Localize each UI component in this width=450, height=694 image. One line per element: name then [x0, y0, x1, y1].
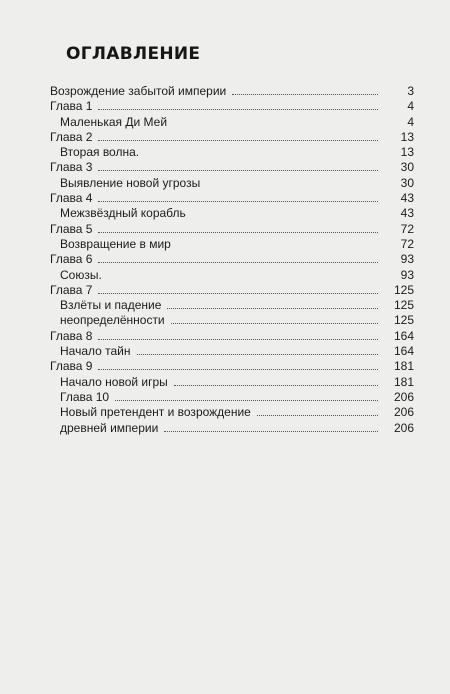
toc-entry-label: Союзы. [60, 267, 102, 282]
toc-entry-page-number: 164 [393, 328, 414, 343]
dot-leader [232, 94, 378, 95]
dot-leader [98, 262, 378, 263]
toc-entry-page-number: 3 [407, 84, 414, 98]
toc-entry-page-number: 125 [393, 282, 414, 297]
toc-entry-page-number: 181 [393, 359, 414, 374]
toc-entry [50, 375, 414, 390]
toc-entry-label: Глава 10 [60, 389, 110, 404]
dot-leader [257, 415, 378, 416]
dot-leader [98, 140, 378, 141]
toc-entry [50, 252, 414, 267]
toc-entry [50, 160, 414, 175]
dot-leader [164, 431, 378, 432]
dot-leader [115, 400, 378, 401]
toc-entry-label: Глава 2 [50, 129, 93, 144]
toc-entry-label: Глава 7 [50, 282, 93, 297]
toc-entry-label: Глава 1 [50, 99, 93, 114]
toc-entry-label: Взлёты и падение [60, 298, 162, 313]
toc-entry-label: Новый претендент и возрождение [60, 405, 251, 420]
toc-entry-label: древней империи [60, 420, 159, 435]
dot-leader [98, 369, 378, 370]
dot-leader [98, 201, 378, 202]
toc-entry [50, 329, 414, 344]
dot-leader [137, 354, 378, 355]
dot-leader [171, 323, 378, 324]
toc-entry-page-number: 125 [393, 298, 414, 313]
toc-entry [50, 176, 414, 191]
dot-leader [98, 109, 378, 110]
toc-entry-page-number: 206 [393, 420, 414, 435]
toc-entry-label: Возвращение в мир [60, 236, 171, 251]
toc-entry [50, 344, 414, 359]
dot-leader [98, 232, 378, 233]
toc-entry-page-number: 93 [400, 252, 414, 267]
toc-entry-page-number: 4 [407, 114, 414, 129]
toc-entry-label: неопределённости [60, 313, 165, 328]
toc-entry [50, 130, 414, 145]
toc-entry-page-number: 13 [400, 129, 414, 144]
toc-entry [50, 206, 414, 221]
page-title: ОГЛАВЛЕНИЕ [66, 44, 201, 64]
toc-entry-label: Глава 3 [50, 160, 93, 175]
toc-entry-label: Межзвёздный корабль [60, 206, 186, 221]
toc-entry-page-number: 181 [393, 374, 414, 389]
toc-entry [50, 390, 414, 405]
toc-entry [50, 191, 414, 206]
toc-entry [50, 237, 414, 252]
toc-entry-page-number: 125 [393, 313, 414, 328]
toc-entry [50, 115, 414, 130]
toc-entry [50, 99, 414, 114]
toc-entry-label: Выявление новой угрозы [60, 175, 201, 190]
toc-entry-page-number: 4 [407, 99, 414, 114]
dot-leader [98, 339, 378, 340]
toc-entry-page-number: 206 [393, 389, 414, 404]
toc-entry-page-number: 206 [393, 405, 414, 420]
table-of-contents [50, 84, 414, 436]
toc-entry-page-number: 30 [400, 160, 414, 175]
toc-entry-label: Возрождение забытой империи [50, 84, 227, 98]
toc-entry [50, 421, 414, 436]
toc-entry-label: Вторая волна. [60, 145, 140, 160]
toc-entry-label: Начало новой игры [60, 374, 168, 389]
toc-entry-page-number: 72 [400, 221, 414, 236]
toc-entry [50, 313, 414, 328]
dot-leader [167, 308, 378, 309]
toc-entry [50, 359, 414, 374]
toc-entry-label: Глава 9 [50, 359, 93, 374]
toc-entry-page-number: 43 [400, 206, 414, 221]
toc-entry-label: Глава 4 [50, 191, 93, 206]
toc-entry [50, 84, 414, 99]
toc-entry [50, 298, 414, 313]
toc-entry-label: Маленькая Ди Мей [60, 114, 168, 129]
dot-leader [98, 170, 378, 171]
toc-entry [50, 222, 414, 237]
toc-entry [50, 283, 414, 298]
toc-entry-page-number: 13 [400, 145, 414, 160]
toc-entry [50, 268, 414, 283]
toc-entry [50, 405, 414, 420]
toc-entry-label: Начало тайн [60, 344, 131, 359]
dot-leader [174, 385, 378, 386]
toc-entry-page-number: 72 [400, 236, 414, 251]
toc-entry-page-number: 43 [400, 191, 414, 206]
toc-entry-page-number: 30 [400, 175, 414, 190]
toc-entry-page-number: 164 [393, 344, 414, 359]
toc-entry-label: Глава 5 [50, 221, 93, 236]
toc-entry-label: Глава 8 [50, 328, 93, 343]
dot-leader [98, 293, 378, 294]
toc-entry-page-number: 93 [400, 267, 414, 282]
toc-entry [50, 145, 414, 160]
toc-entry-label: Глава 6 [50, 252, 93, 267]
